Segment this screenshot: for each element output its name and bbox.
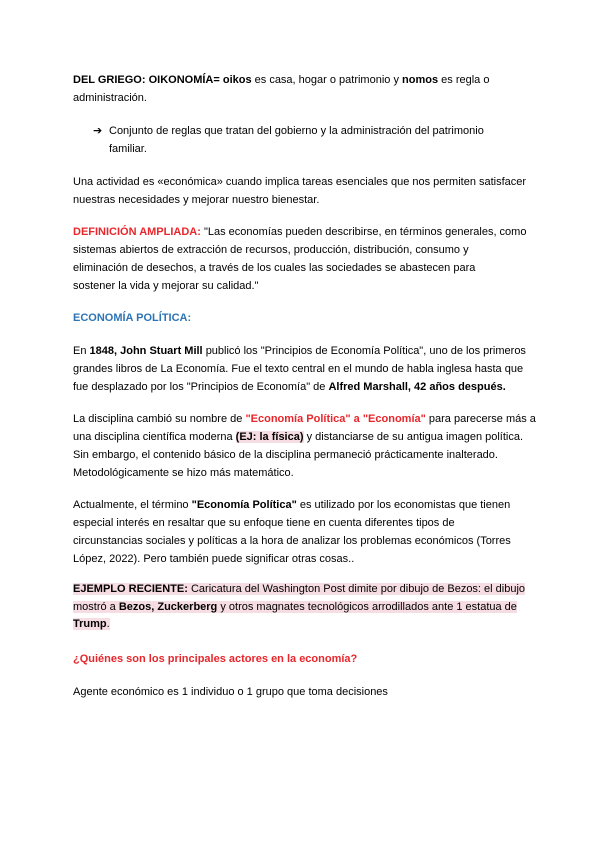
current-line-2: especial interés en resaltar que su enfoque tiene en cuenta diferentes tipos de	[73, 517, 455, 529]
history-line-1: En 1848, John Stuart Mill publicó los "Principios de Economía Política", uno de los primeros	[73, 345, 526, 357]
example-line-2: mostró a Bezos, Zuckerberg y otros magnates tecnológicos arrodillados ante 1 estatua de	[73, 601, 517, 613]
term-oikos: oikos	[222, 74, 252, 86]
bullet-line-2: familiar.	[109, 143, 147, 155]
definition-line-1: DEFINICIÓN AMPLIADA: "Las economías pueden describirse, en términos generales, como	[73, 226, 527, 238]
definition-line-4: sostener la vida y mejorar su calidad."	[73, 280, 259, 292]
definition-label: DEFINICIÓN AMPLIADA:	[73, 226, 201, 238]
arrow-bullet-icon: ➔	[93, 125, 103, 137]
discipline-line-4: Metodológicamente se hizo más matemático.	[73, 467, 294, 479]
discipline-line-3: Sin embargo, el contenido básico de la disciplina permaneció prácticamente inalterado.	[73, 449, 498, 461]
activity-line-1: Una actividad es «económica» cuando implica tareas esenciales que nos permiten satisfacer	[73, 176, 527, 188]
example-line-1: EJEMPLO RECIENTE: Caricatura del Washington Post dimite por dibujo de Bezos: el dibujo	[73, 583, 526, 595]
section-heading: ECONOMÍA POLÍTICA:	[73, 312, 192, 324]
current-line-3: circunstancias sociales y políticas a la hora de analizar los problemas económicos (Torres	[73, 535, 511, 547]
discipline-line-1: La disciplina cambió su nombre de "Economía Política" a "Economía" para parecerse más a	[73, 413, 536, 425]
example-label: EJEMPLO RECIENTE:	[73, 583, 188, 595]
agent-definition: Agente económico es 1 individuo o 1 grupo que toma decisiones	[73, 686, 388, 698]
origin-label: DEL GRIEGO: OIKONOMÍA=	[73, 74, 220, 86]
term-nomos: nomos	[402, 74, 439, 86]
history-line-3: fue desplazado por los "Principios de Economía" de Alfred Marshall, 42 años después.	[73, 381, 506, 393]
definition-line-3: eliminación de desechos, a través de los cuales las sociedades se abastecen para	[73, 262, 476, 274]
bullet-line-1: Conjunto de reglas que tratan del gobierno y la administración del patrimonio	[109, 125, 484, 137]
history-line-2: grandes libros de La Economía. Fue el texto central en el mundo de habla inglesa hasta que	[73, 363, 524, 375]
current-line-1: Actualmente, el término "Economía Política" es utilizado por los economistas que tienen	[73, 499, 511, 511]
actors-question: ¿Quiénes son los principales actores en la economía?	[73, 653, 358, 665]
origin-line-2: administración.	[73, 92, 147, 104]
discipline-line-2: una disciplina científica moderna (EJ: la física) y distanciarse de su antigua imagen política.	[73, 431, 524, 443]
definition-line-2: sistemas abiertos de extracción de recursos, producción, distribución, consumo y	[73, 244, 469, 256]
activity-line-2: nuestras necesidades y mejorar nuestro bienestar.	[73, 194, 320, 206]
current-line-4: López, 2022). Pero también puede significar otras cosas..	[73, 553, 355, 565]
example-line-3: Trump.	[73, 618, 110, 630]
origin-line-1: DEL GRIEGO: OIKONOMÍA= oikos es casa, hogar o patrimonio y nomos es regla o	[73, 74, 490, 86]
